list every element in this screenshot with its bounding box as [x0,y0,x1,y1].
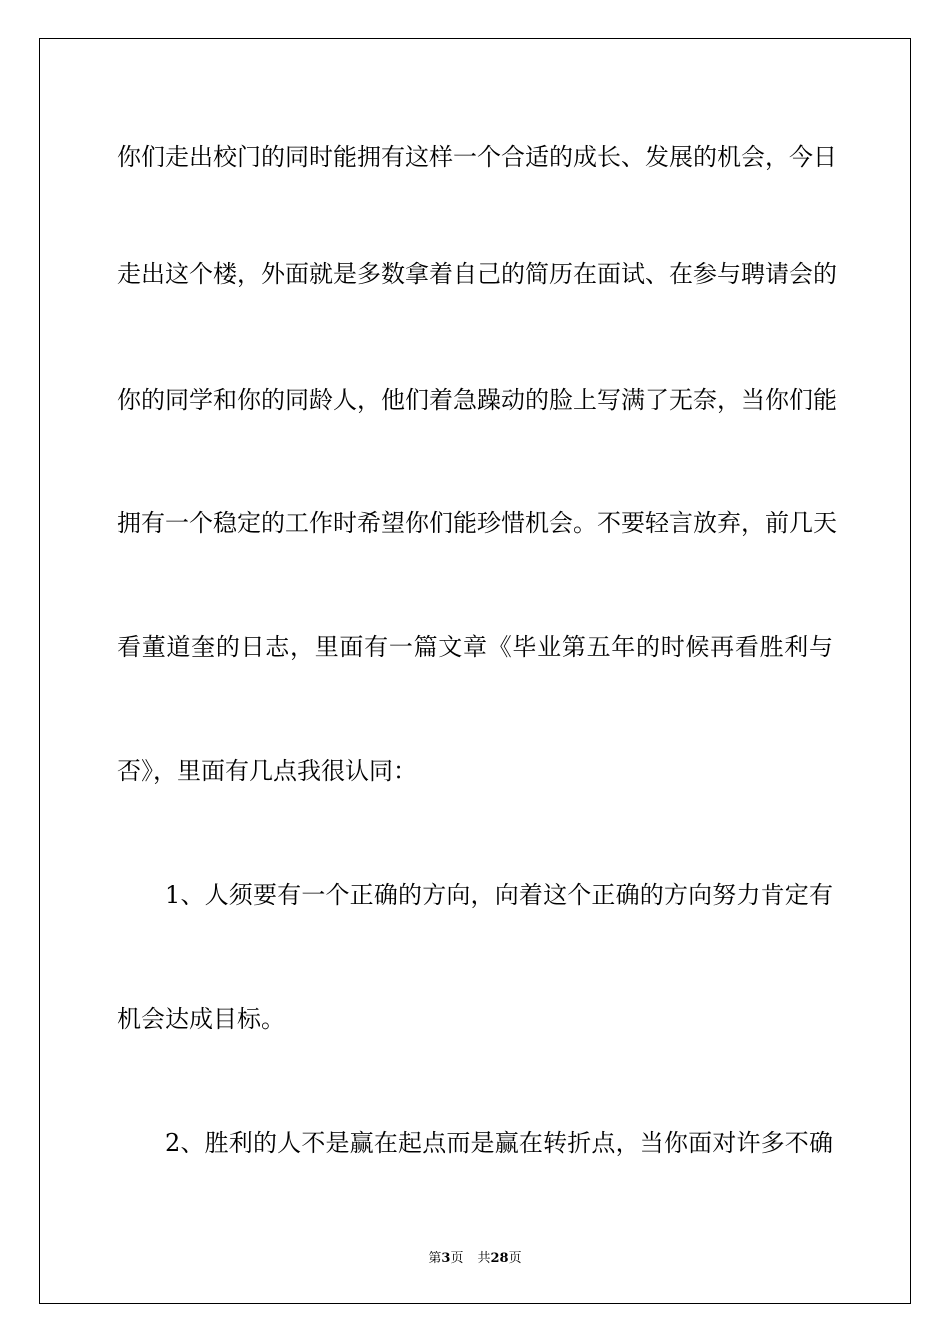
total-suffix: 页 [508,1251,522,1266]
body-text-line: 拥有一个稳定的工作时希望你们能珍惜机会。不要轻言放弃，前几天 [117,509,837,537]
body-text-line: 机会达成目标。 [117,1005,285,1033]
list-item-2: 2、胜利的人不是赢在起点而是赢在转折点，当你面对许多不确 [165,1129,833,1157]
body-text-line: 否》，里面有几点我很认同： [117,757,417,785]
body-text-line: 你的同学和你的同龄人，他们着急躁动的脸上写满了无奈，当你们能 [117,386,837,414]
body-text-line: 走出这个楼，外面就是多数拿着自己的简历在面试、在参与聘请会的 [117,260,837,288]
page-footer [0,1247,950,1266]
page-border [39,38,911,1304]
body-text-line: 看董道奎的日志，里面有一篇文章《毕业第五年的时候再看胜利与 [117,633,833,661]
page-suffix: 页 [450,1251,464,1266]
list-item-1: 1、人须要有一个正确的方向，向着这个正确的方向努力肯定有 [165,881,833,909]
page-prefix: 第 [428,1251,442,1266]
body-text-line: 你们走出校门的同时能拥有这样一个合适的成长、发展的机会，今日 [117,143,837,171]
total-pages: 28 [490,1251,509,1266]
page-number: 3 [441,1251,451,1266]
total-prefix: 共 [477,1251,491,1266]
